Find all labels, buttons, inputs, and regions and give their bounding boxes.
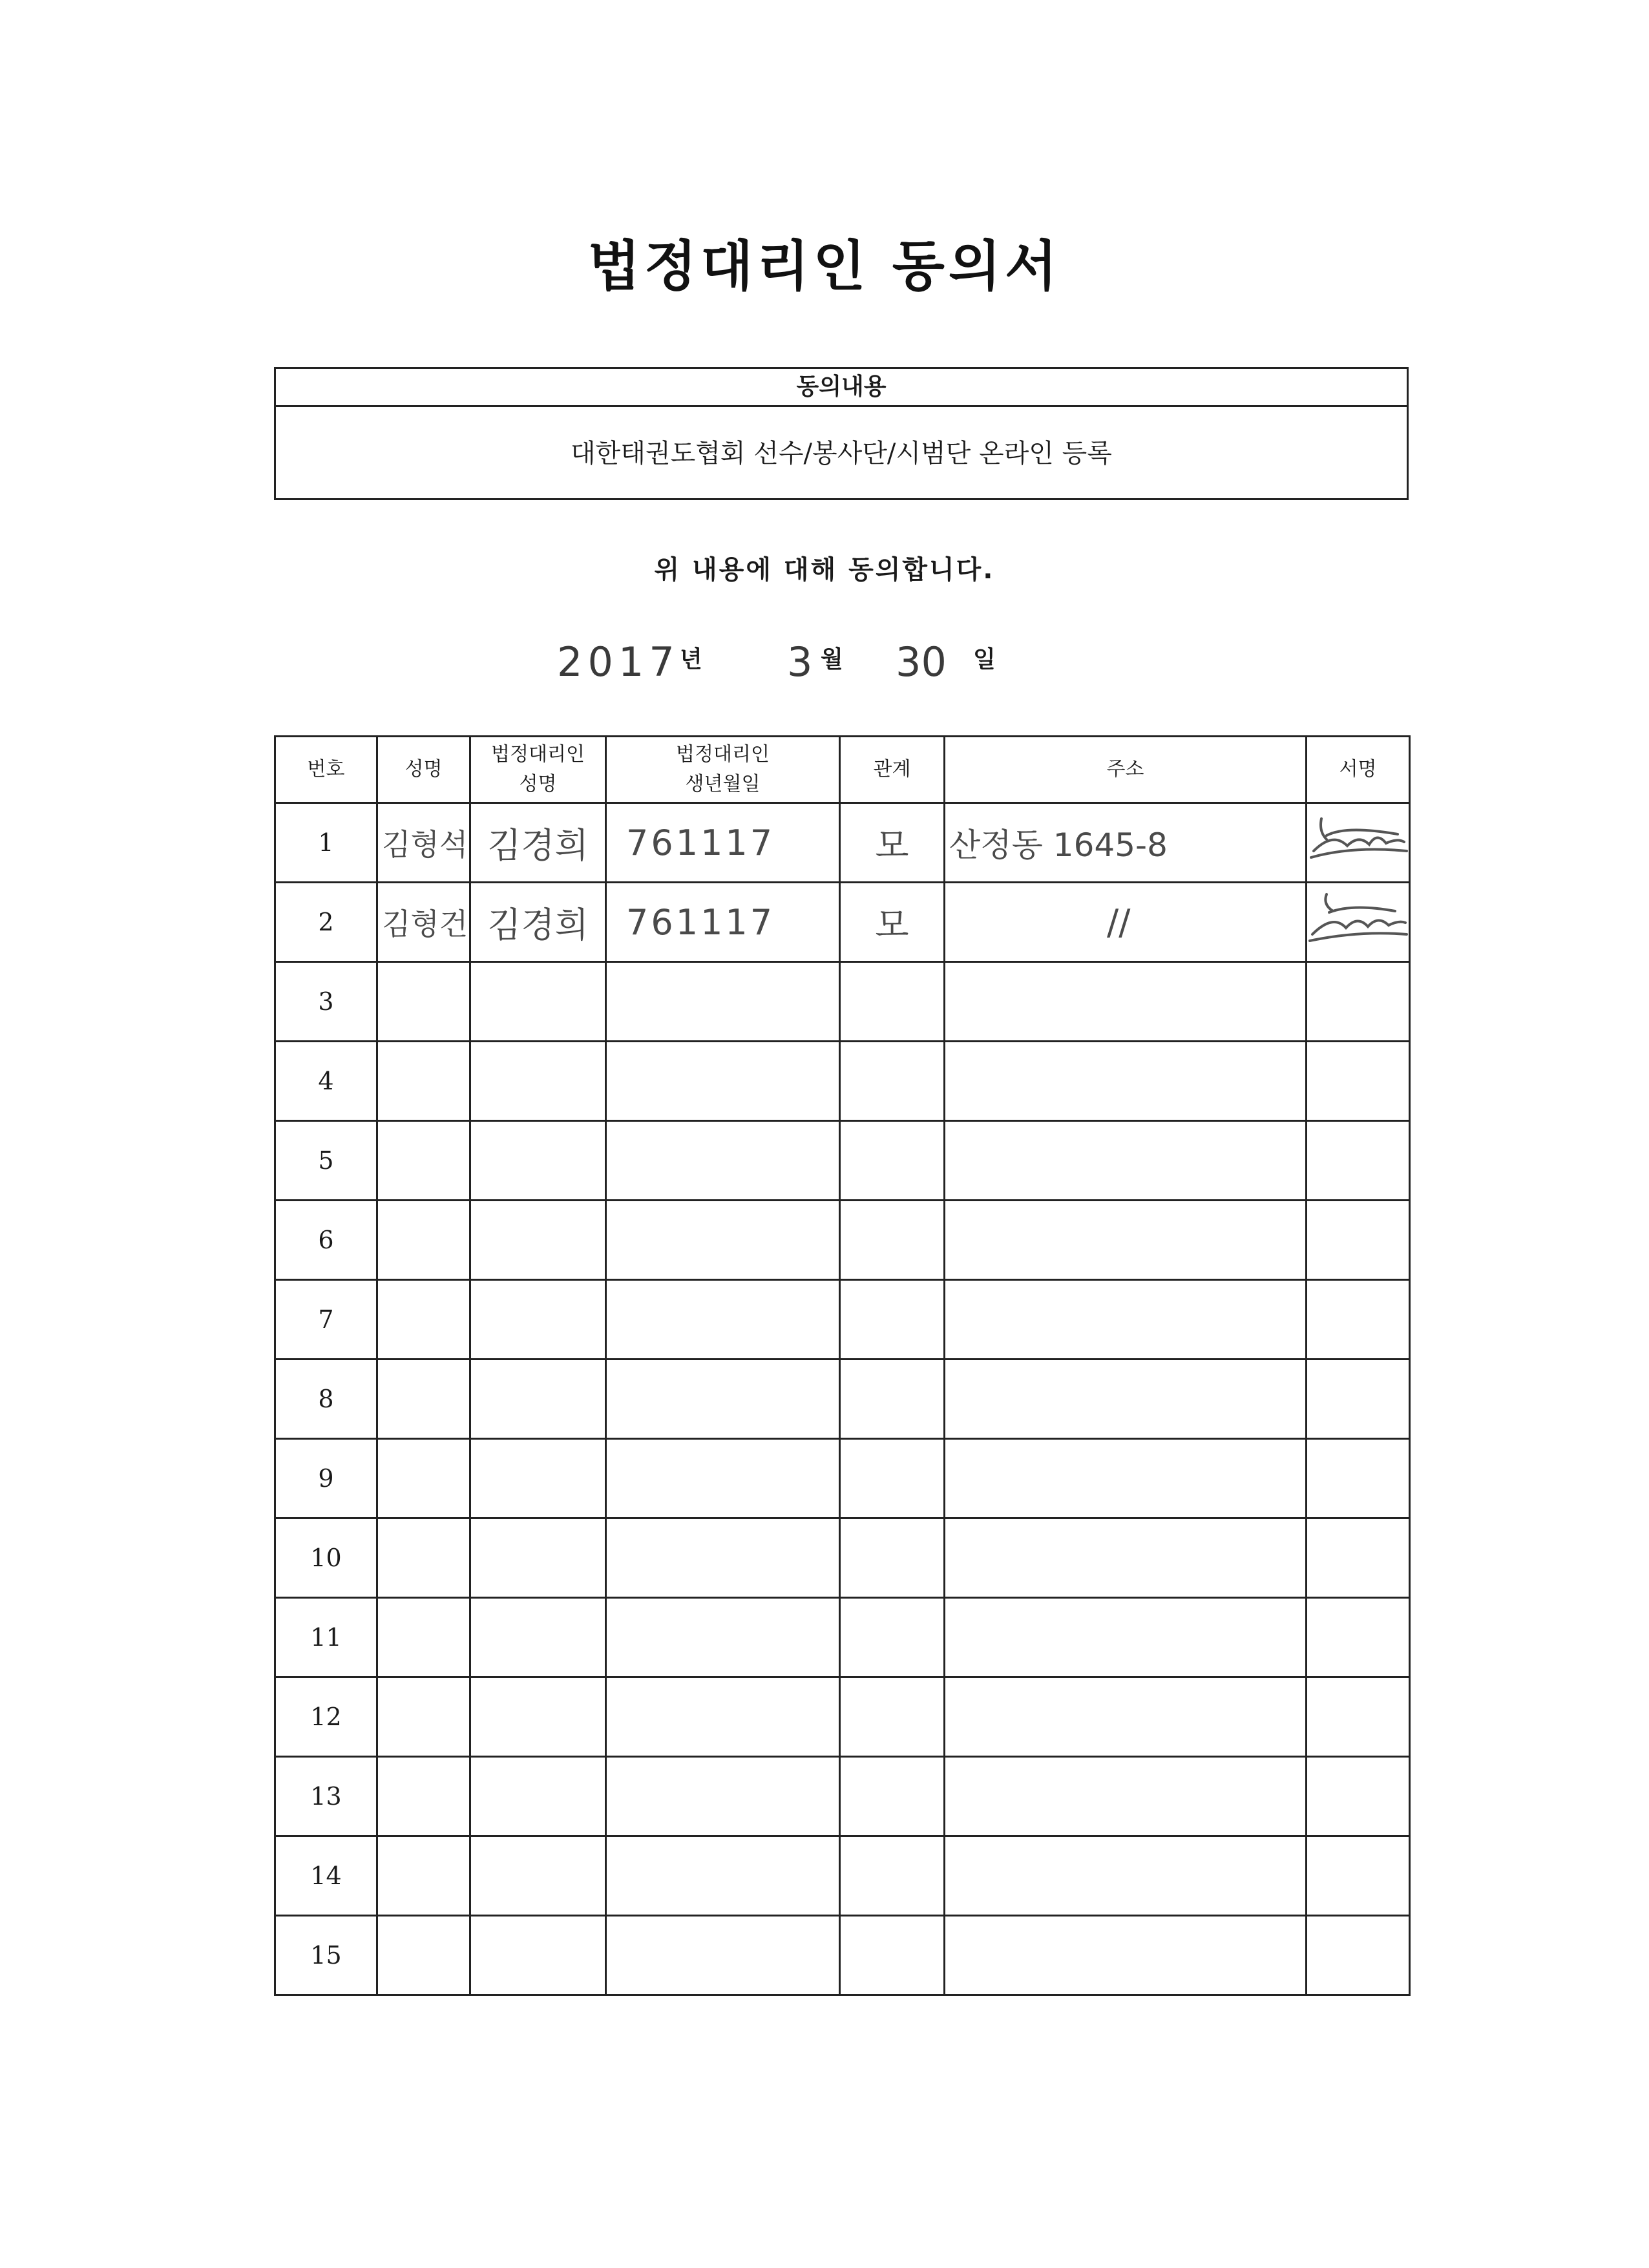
- header-relation: 관계: [840, 737, 945, 803]
- table-row: [275, 1598, 1410, 1677]
- row-address: [945, 1121, 1307, 1201]
- row-number: 3: [275, 962, 377, 1042]
- date-year: 2017: [557, 638, 680, 686]
- row-relation: [840, 1677, 945, 1757]
- row-name: [377, 1598, 470, 1677]
- row-name: [377, 1439, 470, 1518]
- date-day-label: 일: [973, 646, 996, 673]
- row-guardian-name: [470, 1439, 606, 1518]
- row-guardian-birth: [606, 1439, 840, 1518]
- header-address: 주소: [945, 737, 1307, 803]
- date-line: [0, 627, 1649, 698]
- row-name: [377, 1201, 470, 1280]
- row-address: [945, 1201, 1307, 1280]
- row-relation: [840, 1757, 945, 1836]
- row-address: [945, 1518, 1307, 1598]
- row-address: [945, 1757, 1307, 1836]
- row-address: [945, 1836, 1307, 1916]
- row-relation: [840, 1121, 945, 1201]
- row-relation: [840, 1916, 945, 1995]
- consent-statement: 위 내용에 대해 동의합니다.: [654, 555, 995, 585]
- row-guardian-name: [470, 962, 606, 1042]
- row-guardian-birth: [606, 1201, 840, 1280]
- row-guardian-name: [470, 1757, 606, 1836]
- date-month: 3: [787, 638, 813, 686]
- signature-mark: [1307, 806, 1408, 879]
- row-relation: [840, 1280, 945, 1360]
- table-header-row: [275, 737, 1410, 803]
- row-name: [377, 1836, 470, 1916]
- row-number: 9: [275, 1439, 377, 1518]
- row-relation: [840, 962, 945, 1042]
- row-number: 2: [275, 883, 377, 962]
- row-address: [945, 962, 1307, 1042]
- table-row: [275, 1439, 1410, 1518]
- row-relation: [840, 1042, 945, 1121]
- consent-box-header: 동의내용: [276, 369, 1407, 407]
- row-signature: [1307, 1916, 1410, 1995]
- table-row: [275, 1677, 1410, 1757]
- row-signature: [1307, 883, 1410, 962]
- row-number: 12: [275, 1677, 377, 1757]
- date-day: 30: [896, 638, 947, 686]
- row-guardian-name: [470, 1201, 606, 1280]
- table-row: [275, 1201, 1410, 1280]
- date-year-label: 년: [680, 646, 702, 673]
- row-guardian-name: [470, 1121, 606, 1201]
- header-guardian-birth-line1: 법정대리인: [676, 742, 770, 766]
- row-relation: [840, 1360, 945, 1439]
- row-signature: [1307, 1598, 1410, 1677]
- header-guardian-birth: [606, 737, 840, 803]
- row-guardian-birth: [606, 1360, 840, 1439]
- row-signature: [1307, 1757, 1410, 1836]
- row-name: [377, 1360, 470, 1439]
- document-title: 법정대리인 동의서: [587, 235, 1062, 298]
- row-name: [377, 962, 470, 1042]
- registration-table: [274, 735, 1411, 1996]
- row-address: 산정동 1645-8: [945, 803, 1307, 883]
- header-guardian-birth-line2: 생년월일: [685, 773, 761, 795]
- row-number: 10: [275, 1518, 377, 1598]
- table-row: [275, 1280, 1410, 1360]
- row-address: //: [945, 883, 1307, 962]
- row-number: 5: [275, 1121, 377, 1201]
- table-row: [275, 1518, 1410, 1598]
- row-address: [945, 1598, 1307, 1677]
- row-guardian-birth: [606, 1121, 840, 1201]
- row-guardian-birth: [606, 1916, 840, 1995]
- row-number: 15: [275, 1916, 377, 1995]
- row-relation: [840, 1598, 945, 1677]
- table-row: [275, 962, 1410, 1042]
- header-signature: 서명: [1307, 737, 1410, 803]
- row-signature: [1307, 1280, 1410, 1360]
- row-guardian-name: [470, 1518, 606, 1598]
- row-name: [377, 1677, 470, 1757]
- signature-mark: [1307, 885, 1408, 959]
- row-guardian-birth: 761117: [606, 883, 840, 962]
- row-address: [945, 1439, 1307, 1518]
- row-name: [377, 1280, 470, 1360]
- row-signature: [1307, 1121, 1410, 1201]
- header-name: 성명: [377, 737, 470, 803]
- row-number: 7: [275, 1280, 377, 1360]
- row-address: [945, 1677, 1307, 1757]
- row-relation: 모: [840, 883, 945, 962]
- row-name: [377, 1121, 470, 1201]
- row-signature: [1307, 1360, 1410, 1439]
- row-signature: [1307, 1201, 1410, 1280]
- row-guardian-birth: [606, 1836, 840, 1916]
- row-number: 8: [275, 1360, 377, 1439]
- row-guardian-birth: [606, 1598, 840, 1677]
- row-number: 4: [275, 1042, 377, 1121]
- row-guardian-name: [470, 1916, 606, 1995]
- row-guardian-birth: [606, 1042, 840, 1121]
- row-guardian-birth: [606, 1280, 840, 1360]
- row-relation: [840, 1201, 945, 1280]
- row-address: [945, 1280, 1307, 1360]
- row-signature: [1307, 803, 1410, 883]
- table-row: [275, 1916, 1410, 1995]
- row-address: [945, 1360, 1307, 1439]
- consent-box-content: 대한태권도협회 선수/봉사단/시범단 온라인 등록: [571, 439, 1112, 468]
- row-guardian-birth: [606, 1757, 840, 1836]
- row-relation: 모: [840, 803, 945, 883]
- table-row: [275, 803, 1410, 883]
- row-number: 1: [275, 803, 377, 883]
- row-guardian-birth: [606, 962, 840, 1042]
- row-number: 6: [275, 1201, 377, 1280]
- row-signature: [1307, 962, 1410, 1042]
- row-guardian-name: [470, 1677, 606, 1757]
- header-number: 번호: [275, 737, 377, 803]
- row-signature: [1307, 1042, 1410, 1121]
- header-guardian-name-line1: 법정대리인: [491, 742, 585, 766]
- row-guardian-name: [470, 1360, 606, 1439]
- table-row: [275, 1042, 1410, 1121]
- table-row: [275, 1757, 1410, 1836]
- row-guardian-birth: 761117: [606, 803, 840, 883]
- row-signature: [1307, 1439, 1410, 1518]
- date-month-label: 월: [821, 646, 843, 673]
- table-row: [275, 1360, 1410, 1439]
- row-guardian-name: [470, 1598, 606, 1677]
- row-name: [377, 1518, 470, 1598]
- row-guardian-name: 김경희: [470, 883, 606, 962]
- row-guardian-birth: [606, 1518, 840, 1598]
- row-number: 11: [275, 1598, 377, 1677]
- row-name: [377, 1916, 470, 1995]
- row-relation: [840, 1518, 945, 1598]
- row-name: 김형석: [377, 803, 470, 883]
- header-guardian-name: [470, 737, 606, 803]
- row-address: [945, 1042, 1307, 1121]
- row-name: 김형건: [377, 883, 470, 962]
- row-number: 14: [275, 1836, 377, 1916]
- row-guardian-name: [470, 1042, 606, 1121]
- table-row: [275, 883, 1410, 962]
- row-signature: [1307, 1677, 1410, 1757]
- row-guardian-name: [470, 1836, 606, 1916]
- row-guardian-name: [470, 1280, 606, 1360]
- consent-box: [274, 367, 1409, 500]
- row-name: [377, 1757, 470, 1836]
- row-number: 13: [275, 1757, 377, 1836]
- row-signature: [1307, 1836, 1410, 1916]
- row-guardian-name: 김경희: [470, 803, 606, 883]
- row-relation: [840, 1836, 945, 1916]
- row-relation: [840, 1439, 945, 1518]
- row-guardian-birth: [606, 1677, 840, 1757]
- header-guardian-name-line2: 성명: [519, 773, 557, 795]
- row-address: [945, 1916, 1307, 1995]
- table-row: [275, 1836, 1410, 1916]
- row-name: [377, 1042, 470, 1121]
- table-row: [275, 1121, 1410, 1201]
- row-signature: [1307, 1518, 1410, 1598]
